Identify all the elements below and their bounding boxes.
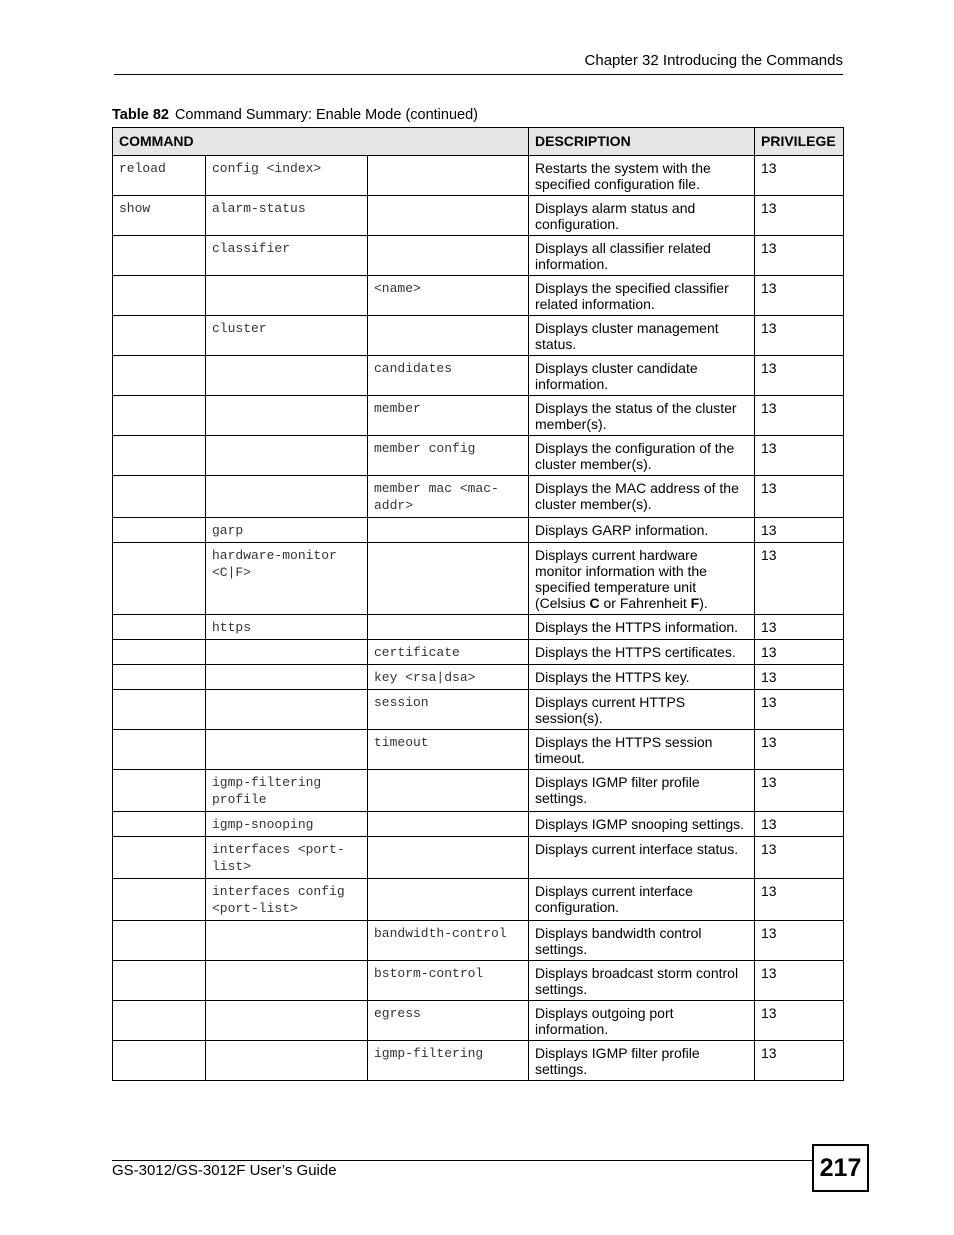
command-level-1-cell	[113, 615, 206, 640]
command-level-1-cell	[113, 396, 206, 436]
command-level-3-cell	[368, 770, 529, 812]
table-row	[113, 961, 844, 1001]
table-row	[113, 276, 844, 316]
description-cell: Restarts the system with the specified configuration file.	[529, 156, 755, 196]
command-level-2-cell: igmp-filtering profile	[206, 770, 368, 812]
command-level-3-cell	[368, 615, 529, 640]
command-level-3-cell	[368, 316, 529, 356]
chapter-title: Chapter 32 Introducing the Commands	[584, 52, 843, 69]
command-level-3-cell: timeout	[368, 730, 529, 770]
table-row	[113, 543, 844, 615]
command-level-3-cell: <name>	[368, 276, 529, 316]
table-header-row	[113, 128, 844, 156]
table-row	[113, 921, 844, 961]
privilege-cell: 13	[755, 476, 844, 518]
privilege-cell: 13	[755, 665, 844, 690]
table-row	[113, 665, 844, 690]
chapter-header	[114, 50, 843, 75]
command-level-3-cell: bstorm-control	[368, 961, 529, 1001]
command-level-3-cell: member mac <mac-addr>	[368, 476, 529, 518]
command-level-2-cell: interfaces <port-list>	[206, 837, 368, 879]
command-level-3-cell: certificate	[368, 640, 529, 665]
command-level-2-cell	[206, 1001, 368, 1041]
command-level-1-cell	[113, 1001, 206, 1041]
privilege-cell: 13	[755, 921, 844, 961]
command-level-3-cell	[368, 196, 529, 236]
description-cell: Displays current HTTPS session(s).	[529, 690, 755, 730]
footer-guide-title: GS-3012/GS-3012F User’s Guide	[112, 1162, 337, 1179]
command-level-1-cell	[113, 1041, 206, 1081]
privilege-cell: 13	[755, 356, 844, 396]
description-fragment: or Fahrenheit	[599, 595, 691, 611]
command-level-2-cell	[206, 961, 368, 1001]
command-level-2-cell: classifier	[206, 236, 368, 276]
command-level-3-cell: key <rsa|dsa>	[368, 665, 529, 690]
privilege-cell: 13	[755, 543, 844, 615]
command-level-2-cell: garp	[206, 518, 368, 543]
privilege-cell: 13	[755, 961, 844, 1001]
description-cell: Displays GARP information.	[529, 518, 755, 543]
command-level-2-cell	[206, 436, 368, 476]
privilege-cell: 13	[755, 690, 844, 730]
privilege-cell: 13	[755, 436, 844, 476]
command-level-2-cell	[206, 730, 368, 770]
description-cell: Displays the specified classifier related information.	[529, 276, 755, 316]
table-row	[113, 356, 844, 396]
command-level-1-cell	[113, 730, 206, 770]
table-row	[113, 730, 844, 770]
command-level-1-cell	[113, 276, 206, 316]
command-level-1-cell	[113, 236, 206, 276]
privilege-cell: 13	[755, 396, 844, 436]
command-level-2-cell: interfaces config <port-list>	[206, 879, 368, 921]
description-cell: Displays all classifier related information.	[529, 236, 755, 276]
table-row	[113, 316, 844, 356]
command-level-1-cell	[113, 837, 206, 879]
command-level-2-cell: alarm-status	[206, 196, 368, 236]
command-level-1-cell	[113, 356, 206, 396]
description-cell: Displays current interface configuration.	[529, 879, 755, 921]
table-row	[113, 837, 844, 879]
command-level-2-cell	[206, 396, 368, 436]
privilege-cell: 13	[755, 316, 844, 356]
description-cell: Displays cluster management status.	[529, 316, 755, 356]
description-cell: Displays the status of the cluster member(s).	[529, 396, 755, 436]
privilege-cell: 13	[755, 640, 844, 665]
table-body	[113, 156, 844, 1081]
command-level-1-cell	[113, 690, 206, 730]
table-row	[113, 156, 844, 196]
command-level-2-cell	[206, 356, 368, 396]
table-row	[113, 196, 844, 236]
command-level-2-cell: igmp-snooping	[206, 812, 368, 837]
table-row	[113, 518, 844, 543]
command-level-3-cell	[368, 156, 529, 196]
command-level-3-cell: session	[368, 690, 529, 730]
description-cell: Displays the HTTPS information.	[529, 615, 755, 640]
description-cell: Displays the HTTPS key.	[529, 665, 755, 690]
command-level-3-cell: member config	[368, 436, 529, 476]
description-fragment: ).	[699, 595, 708, 611]
command-level-1-cell	[113, 665, 206, 690]
description-cell: Displays the HTTPS session timeout.	[529, 730, 755, 770]
command-level-2-cell	[206, 640, 368, 665]
table-caption-label: Table 82	[112, 107, 169, 123]
command-level-2-cell: config <index>	[206, 156, 368, 196]
table-row	[113, 812, 844, 837]
privilege-cell: 13	[755, 730, 844, 770]
command-level-2-cell	[206, 476, 368, 518]
table-caption	[112, 107, 478, 123]
command-level-1-cell	[113, 518, 206, 543]
privilege-cell: 13	[755, 196, 844, 236]
command-summary-table	[112, 127, 844, 1081]
command-level-1-cell	[113, 316, 206, 356]
table-caption-text: Command Summary: Enable Mode (continued)	[174, 107, 478, 123]
description-cell	[529, 543, 755, 615]
description-cell: Displays outgoing port information.	[529, 1001, 755, 1041]
table-row	[113, 1001, 844, 1041]
command-level-3-cell	[368, 518, 529, 543]
command-level-1-cell	[113, 812, 206, 837]
command-level-3-cell	[368, 837, 529, 879]
privilege-cell: 13	[755, 879, 844, 921]
table-row	[113, 690, 844, 730]
command-level-1-cell	[113, 921, 206, 961]
command-level-3-cell: egress	[368, 1001, 529, 1041]
description-cell: Displays the HTTPS certificates.	[529, 640, 755, 665]
table-row	[113, 236, 844, 276]
description-cell: Displays IGMP snooping settings.	[529, 812, 755, 837]
privilege-cell: 13	[755, 770, 844, 812]
command-level-3-cell: candidates	[368, 356, 529, 396]
table-row	[113, 770, 844, 812]
command-level-1-cell	[113, 436, 206, 476]
description-cell: Displays IGMP filter profile settings.	[529, 770, 755, 812]
footer-rule	[112, 1160, 812, 1161]
description-fragment: C	[589, 595, 600, 611]
command-level-2-cell: https	[206, 615, 368, 640]
command-level-3-cell: bandwidth-control	[368, 921, 529, 961]
command-level-2-cell: hardware-monitor <C|F>	[206, 543, 368, 615]
command-level-2-cell	[206, 1041, 368, 1081]
description-cell: Displays broadcast storm control settings.	[529, 961, 755, 1001]
command-level-1-cell	[113, 476, 206, 518]
command-level-3-cell: igmp-filtering	[368, 1041, 529, 1081]
description-cell: Displays current interface status.	[529, 837, 755, 879]
command-level-1-cell	[113, 879, 206, 921]
command-level-2-cell	[206, 276, 368, 316]
command-level-2-cell	[206, 921, 368, 961]
description-cell: Displays cluster candidate information.	[529, 356, 755, 396]
privilege-cell: 13	[755, 1041, 844, 1081]
description-cell: Displays IGMP filter profile settings.	[529, 1041, 755, 1081]
description-cell: Displays the MAC address of the cluster member(s).	[529, 476, 755, 518]
command-level-1-cell	[113, 770, 206, 812]
page-number: 217	[812, 1144, 869, 1192]
command-level-2-cell: cluster	[206, 316, 368, 356]
column-header-description: DESCRIPTION	[529, 128, 755, 156]
command-level-3-cell	[368, 879, 529, 921]
command-level-3-cell: member	[368, 396, 529, 436]
command-level-3-cell	[368, 236, 529, 276]
command-level-2-cell	[206, 665, 368, 690]
description-fragment: Displays current hardware monitor information with the specified temperature unit (Celsius	[535, 547, 707, 611]
column-header-command: COMMAND	[113, 128, 529, 156]
command-level-3-cell	[368, 543, 529, 615]
privilege-cell: 13	[755, 615, 844, 640]
table-row	[113, 640, 844, 665]
table-row	[113, 1041, 844, 1081]
table-row	[113, 476, 844, 518]
description-fragment: F	[690, 595, 700, 611]
command-level-1-cell	[113, 543, 206, 615]
table-row	[113, 615, 844, 640]
description-cell: Displays the configuration of the cluster member(s).	[529, 436, 755, 476]
privilege-cell: 13	[755, 812, 844, 837]
table-row	[113, 879, 844, 921]
command-level-1-cell: show	[113, 196, 206, 236]
command-level-3-cell	[368, 812, 529, 837]
command-level-1-cell	[113, 961, 206, 1001]
column-header-privilege: PRIVILEGE	[755, 128, 844, 156]
table-row	[113, 436, 844, 476]
privilege-cell: 13	[755, 1001, 844, 1041]
command-level-1-cell	[113, 640, 206, 665]
table-row	[113, 396, 844, 436]
command-level-2-cell	[206, 690, 368, 730]
command-level-1-cell: reload	[113, 156, 206, 196]
privilege-cell: 13	[755, 236, 844, 276]
privilege-cell: 13	[755, 156, 844, 196]
description-cell: Displays alarm status and configuration.	[529, 196, 755, 236]
privilege-cell: 13	[755, 837, 844, 879]
privilege-cell: 13	[755, 518, 844, 543]
description-cell: Displays bandwidth control settings.	[529, 921, 755, 961]
privilege-cell: 13	[755, 276, 844, 316]
